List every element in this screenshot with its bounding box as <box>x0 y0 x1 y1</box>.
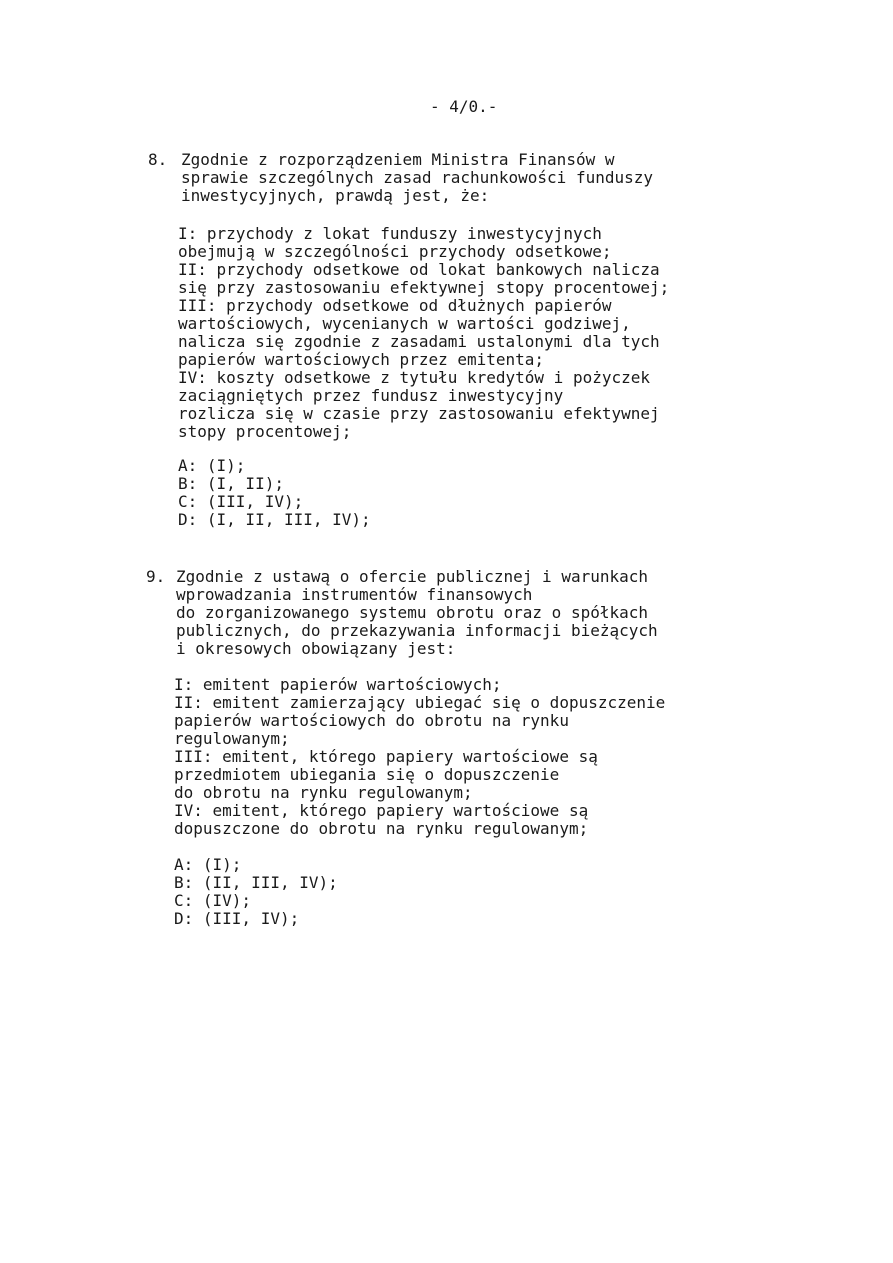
statement-line: III: emitent, którego papiery wartościowe są <box>174 747 598 766</box>
statement-line: regulowanym; <box>174 729 290 748</box>
page-number: - 4/0.- <box>430 97 498 116</box>
answer-option-d: D: (III, IV); <box>174 909 300 928</box>
statement-line: I: emitent papierów wartościowych; <box>174 675 502 694</box>
statement-line: dopuszczone do obrotu na rynku regulowanym; <box>174 819 589 838</box>
statement-line: papierów wartościowych przez emitenta; <box>178 350 545 369</box>
question-stem: Zgodnie z ustawą o ofercie publicznej i warunkach wprowadzania instrumentów finansowych do zorganizowanego systemu obrotu oraz o spółkach publicznych, do przekazywania informacji bieżących i okresowych obowiązany jest: <box>176 567 658 658</box>
answer-option-b: B: (I, II); <box>178 474 284 493</box>
answer-option-a: A: (I); <box>178 456 246 475</box>
statement-list <box>174 676 665 838</box>
answer-option-c: C: (III, IV); <box>178 492 304 511</box>
answer-options <box>178 457 371 529</box>
statement-line: papierów wartościowych do obrotu na rynku <box>174 711 569 730</box>
statement-line: I: przychody z lokat funduszy inwestycyjnych <box>178 224 602 243</box>
statement-line: zaciągniętych przez fundusz inwestycyjny <box>178 386 564 405</box>
statement-list <box>178 225 669 441</box>
answer-options <box>174 856 338 928</box>
statement-line: II: emitent zamierzający ubiegać się o dopuszczenie <box>174 693 666 712</box>
answer-option-c: C: (IV); <box>174 891 252 910</box>
statement-line: przedmiotem ubiegania się o dopuszczenie <box>174 765 560 784</box>
question-number: 9. <box>146 567 166 586</box>
answer-option-d: D: (I, II, III, IV); <box>178 510 371 529</box>
answer-option-b: B: (II, III, IV); <box>174 873 338 892</box>
question-stem: Zgodnie z rozporządzeniem Ministra Finansów w sprawie szczególnych zasad rachunkowości funduszy inwestycyjnych, prawdą jest, że: <box>181 150 654 205</box>
statement-line: stopy procentowej; <box>178 422 352 441</box>
statement-line: wartościowych, wycenianych w wartości godziwej, <box>178 314 631 333</box>
statement-line: II: przychody odsetkowe od lokat bankowych nalicza <box>178 260 660 279</box>
statement-line: IV: koszty odsetkowe z tytułu kredytów i pożyczek <box>178 368 651 387</box>
statement-line: IV: emitent, którego papiery wartościowe są <box>174 801 589 820</box>
answer-option-a: A: (I); <box>174 855 242 874</box>
question-number: 8. <box>148 150 168 169</box>
statement-line: do obrotu na rynku regulowanym; <box>174 783 473 802</box>
statement-line: obejmują w szczególności przychody odsetkowe; <box>178 242 612 261</box>
statement-line: się przy zastosowaniu efektywnej stopy procentowej; <box>178 278 670 297</box>
statement-line: III: przychody odsetkowe od dłużnych papierów <box>178 296 612 315</box>
statement-line: rozlicza się w czasie przy zastosowaniu efektywnej <box>178 404 660 423</box>
statement-line: nalicza się zgodnie z zasadami ustalonymi dla tych <box>178 332 660 351</box>
